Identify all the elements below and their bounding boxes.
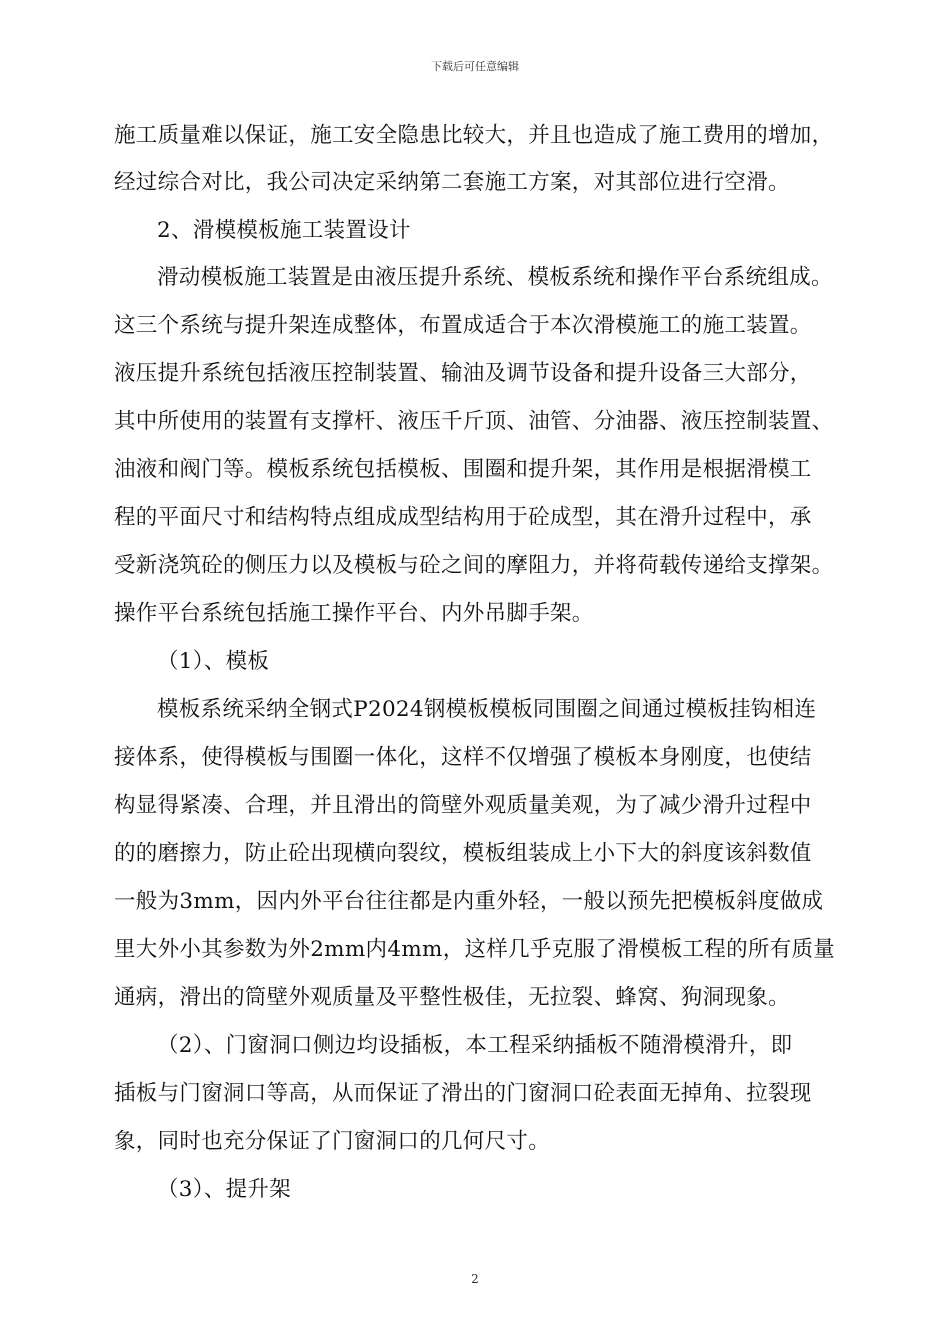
text-line: 的的磨擦力，防止砼出现横向裂纹，模板组装成上小下大的斜度该斜数值 <box>114 841 812 866</box>
text-line: 这三个系统与提升架连成整体，布置成适合于本次滑模施工的施工装置。 <box>114 313 812 338</box>
text-line: 滑动模板施工装置是由液压提升系统、模板系统和操作平台系统组成。 <box>157 265 833 290</box>
text-line: 插板与门窗洞口等高，从而保证了滑出的门窗洞口砼表面无掉角、拉裂现 <box>114 1081 812 1106</box>
text-line: 构显得紧凑、合理，并且滑出的筒壁外观质量美观，为了减少滑升过程中 <box>114 793 812 818</box>
text-line: 通病，滑出的筒壁外观质量及平整性极佳，无拉裂、蜂窝、狗洞现象。 <box>114 985 790 1010</box>
text-line: 受新浇筑砼的侧压力以及模板与砼之间的摩阻力，并将荷载传递给支撑架。 <box>114 553 834 578</box>
text-line: 施工质量难以保证，施工安全隐患比较大，并且也造成了施工费用的增加， <box>114 123 834 148</box>
text-line: 液压提升系统包括液压控制装置、输油及调节设备和提升设备三大部分， <box>114 361 812 386</box>
text-line: 其中所使用的装置有支撑杆、液压千斤顶、油管、分油器、液压控制装置、 <box>114 409 834 434</box>
text-line: 接体系，使得模板与围圈一体化，这样不仅增强了模板本身刚度，也使结 <box>114 745 812 770</box>
text-line: 模板系统采纳全钢式P2024钢模板模板同围圈之间通过模板挂钩相连 <box>157 697 817 722</box>
text-line: 里大外小其参数为外2mm内4mm，这样几乎克服了滑模板工程的所有质量 <box>114 937 836 962</box>
text-line: （2）、门窗洞口侧边均设插板，本工程采纳插板不随滑模滑升，即 <box>157 1033 793 1058</box>
text-line: 程的平面尺寸和结构特点组成成型结构用于砼成型，其在滑升过程中，承 <box>114 505 812 530</box>
text-line: 经过综合对比，我公司决定采纳第二套施工方案，对其部位进行空滑。 <box>114 170 790 195</box>
page-header: 下载后可任意编辑 <box>431 60 519 73</box>
subsection-heading: （1）、模板 <box>157 649 270 674</box>
text-line: 操作平台系统包括施工操作平台、内外吊脚手架。 <box>114 601 594 626</box>
section-heading: 2、滑模模板施工装置设计 <box>157 218 411 243</box>
text-line: 油液和阀门等。模板系统包括模板、围圈和提升架，其作用是根据滑模工 <box>114 457 812 482</box>
page-number: 2 <box>471 1272 479 1286</box>
text-line: 一般为3mm，因内外平台往往都是内重外轻，一般以预先把模板斜度做成 <box>114 889 824 914</box>
subsection-heading: （3）、提升架 <box>157 1177 292 1202</box>
text-line: 象，同时也充分保证了门窗洞口的几何尺寸。 <box>114 1129 551 1154</box>
